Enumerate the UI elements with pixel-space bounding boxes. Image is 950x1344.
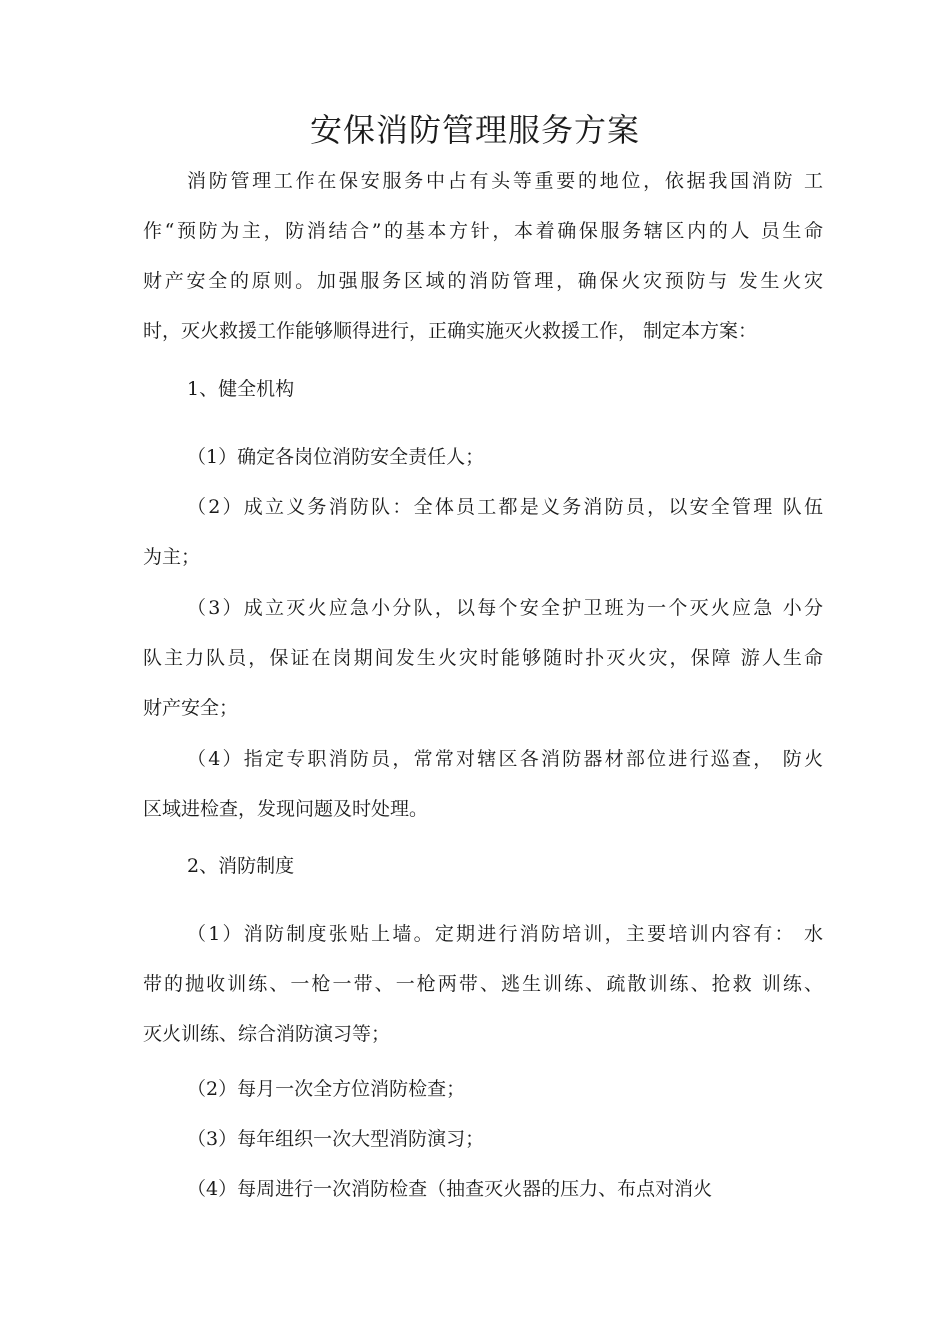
section1-heading: 1、健全机构 <box>187 378 295 400</box>
section1-item3-line1: （3）成立灭火应急小分队，以每个安全护卫班为一个灭火应急 小分 <box>187 597 823 619</box>
section2-heading: 2、消防制度 <box>187 855 295 877</box>
intro-line-1: 消防管理工作在保安服务中占有头等重要的地位，依据我国消防 工 <box>187 170 823 192</box>
section2-item2-line1: （2）每月一次全方位消防检查； <box>187 1078 466 1100</box>
section2-item1-line3: 灭火训练、综合消防演习等； <box>143 1023 391 1045</box>
intro-line-3: 财产安全的原则。加强服务区域的消防管理，确保火灾预防与 发生火灾 <box>143 270 823 292</box>
section1-item4-line2: 区域进检查，发现问题及时处理。 <box>143 798 429 820</box>
section2-item3-line1: （3）每年组织一次大型消防演习； <box>187 1128 485 1150</box>
document-title: 安保消防管理服务方案 <box>309 111 640 149</box>
section1-item2-line1: （2）成立义务消防队：全体员工都是义务消防员，以安全管理 队伍 <box>187 496 823 518</box>
intro-line-4: 时，灭火救援工作能够顺得进行，正确实施灭火救援工作， 制定本方案： <box>143 320 758 342</box>
section2-item1-line2: 带的抛收训练、一枪一带、一枪两带、逃生训练、疏散训练、抢救 训练、 <box>143 973 823 995</box>
intro-line-2: 作“预防为主，防消结合”的基本方针，本着确保服务辖区内的人 员生命 <box>143 220 823 242</box>
section2-item4-line1: （4）每周进行一次消防检查（抽查灭火器的压力、布点对消火 <box>187 1178 713 1200</box>
section1-item3-line3: 财产安全； <box>143 697 239 719</box>
section1-item2-line2: 为主； <box>143 546 201 568</box>
section2-item1-line1: （1）消防制度张贴上墙。定期进行消防培训，主要培训内容有： 水 <box>187 923 823 945</box>
section1-item3-line2: 队主力队员，保证在岗期间发生火灾时能够随时扑灭火灾，保障 游人生命 <box>143 647 823 669</box>
section1-item4-line1: （4）指定专职消防员，常常对辖区各消防器材部位进行巡查， 防火 <box>187 748 823 770</box>
section1-item1-line1: （1）确定各岗位消防安全责任人； <box>187 446 485 468</box>
